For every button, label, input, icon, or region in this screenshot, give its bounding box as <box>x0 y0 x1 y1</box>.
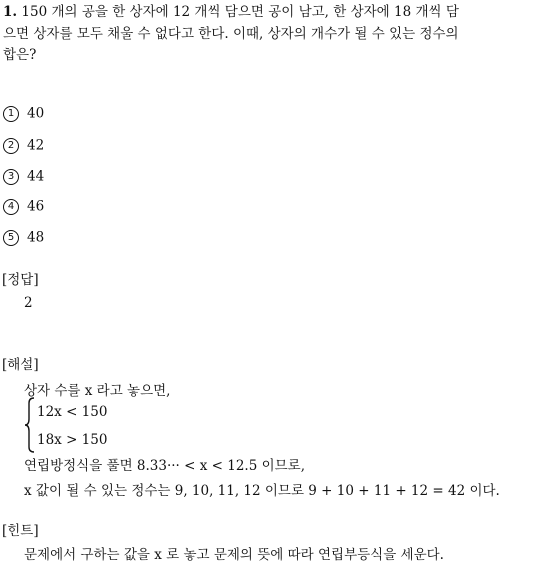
choice-5 <box>3 229 44 246</box>
choice-number-5: 5 <box>3 230 19 246</box>
system-brace <box>24 397 36 453</box>
inequality-2: 18x > 150 <box>37 432 108 448</box>
choice-value-4: 46 <box>27 198 45 215</box>
hint-heading: [힌트] <box>2 523 39 539</box>
choice-2 <box>3 137 44 154</box>
choice-number-3: 3 <box>3 169 19 185</box>
hint-text: 문제에서 구하는 값을 x 로 놓고 문제의 뜻에 따라 연립부등식을 세운다. <box>24 547 444 563</box>
choice-4 <box>3 198 44 215</box>
choice-number-4: 4 <box>3 199 19 215</box>
question-line-2: 으면 상자를 모두 채울 수 없다고 한다. 이때, 상자의 개수가 될 수 있는 정수의 <box>3 26 459 42</box>
choice-value-1: 40 <box>27 105 45 122</box>
explanation-line-2: 연립방정식을 풀면 8.33··· < x < 12.5 이므로, <box>24 458 306 474</box>
choice-value-3: 44 <box>27 168 45 185</box>
answer-value: 2 <box>24 295 33 311</box>
choice-3 <box>3 168 44 185</box>
explanation-heading: [해설] <box>2 357 39 373</box>
question-line-1 <box>3 4 459 20</box>
choice-value-5: 48 <box>27 229 45 246</box>
explanation-line-3: x 값이 될 수 있는 정수는 9, 10, 11, 12 이므로 9 + 10 + 11 + 12 = 42 이다. <box>24 483 500 499</box>
choice-number-2: 2 <box>3 138 19 154</box>
inequality-1: 12x < 150 <box>37 404 108 420</box>
choice-number-1: 1 <box>3 106 19 122</box>
question-line-3: 합은? <box>3 47 37 63</box>
choice-value-2: 42 <box>27 137 45 154</box>
answer-heading: [정답] <box>2 272 39 288</box>
choice-1 <box>3 105 44 122</box>
question-number: 1. <box>3 4 18 20</box>
explanation-line-1: 상자 수를 x 라고 놓으면, <box>24 383 171 399</box>
question-text-1: 150 개의 공을 한 상자에 12 개씩 담으면 공이 남고, 한 상자에 18 개씩 담 <box>21 4 459 20</box>
